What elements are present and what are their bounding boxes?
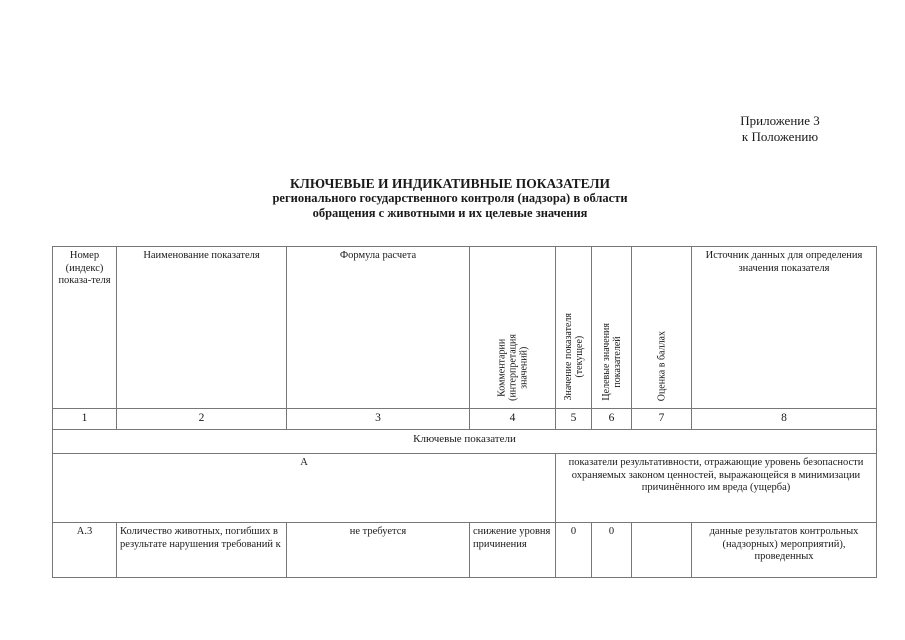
row-index: А.3: [53, 523, 117, 578]
column-number: 5: [556, 409, 592, 430]
header-index: Номер (индекс) показа-теля: [53, 247, 117, 409]
indicators-table: [52, 246, 877, 578]
row-score: [632, 523, 692, 578]
column-number: 3: [287, 409, 470, 430]
column-number: 1: [53, 409, 117, 430]
title-line-1: КЛЮЧЕВЫЕ И ИНДИКАТИВНЫЕ ПОКАЗАТЕЛИ: [289, 176, 611, 191]
row-target: 0: [592, 523, 632, 578]
group-description: показатели результативности, отражающие уровень безопасности охраняемых законом ценностей, выражающейся в минимизации причинённого им вреда (ущерба): [556, 454, 877, 523]
document-title: [150, 176, 750, 221]
column-number: 6: [592, 409, 632, 430]
column-number: 7: [632, 409, 692, 430]
header-formula: Формула расчета: [287, 247, 470, 409]
table-row: [53, 523, 877, 578]
section-title: Ключевые показатели: [53, 430, 877, 454]
row-comment: снижение уровня причинения: [470, 523, 556, 578]
header-score: Оценка в баллах: [656, 330, 667, 401]
title-line-3: обращения с животными и их целевые значения: [312, 206, 588, 220]
column-number: 2: [117, 409, 287, 430]
title-line-2: регионального государственного контроля (надзора) в области: [272, 191, 628, 205]
table-header-row: [53, 247, 877, 409]
header-comment-cell: [470, 247, 556, 409]
appendix-line-1: Приложение 3: [740, 113, 820, 128]
section-row: [53, 430, 877, 454]
header-current: Значение показателя (текущее): [562, 313, 585, 401]
row-formula: не требуется: [287, 523, 470, 578]
header-current-cell: [556, 247, 592, 409]
header-comment: Комментарии (интерпретация значений): [496, 334, 529, 401]
header-target-cell: [592, 247, 632, 409]
appendix-line-2: к Положению: [741, 129, 819, 144]
group-code: А: [53, 454, 556, 523]
row-source: данные результатов контрольных (надзорных) мероприятий), проведенных: [692, 523, 877, 578]
header-source: Источник данных для определения значения показателя: [692, 247, 877, 409]
appendix-reference: [700, 113, 860, 145]
column-number: 4: [470, 409, 556, 430]
header-name: Наименование показателя: [117, 247, 287, 409]
row-current: 0: [556, 523, 592, 578]
group-row: [53, 454, 877, 523]
header-score-cell: [632, 247, 692, 409]
header-target: Целевые значения показателей: [600, 323, 623, 401]
row-name: Количество животных, погибших в результате нарушения требований к: [117, 523, 287, 578]
column-number: 8: [692, 409, 877, 430]
column-numbers-row: [53, 409, 877, 430]
